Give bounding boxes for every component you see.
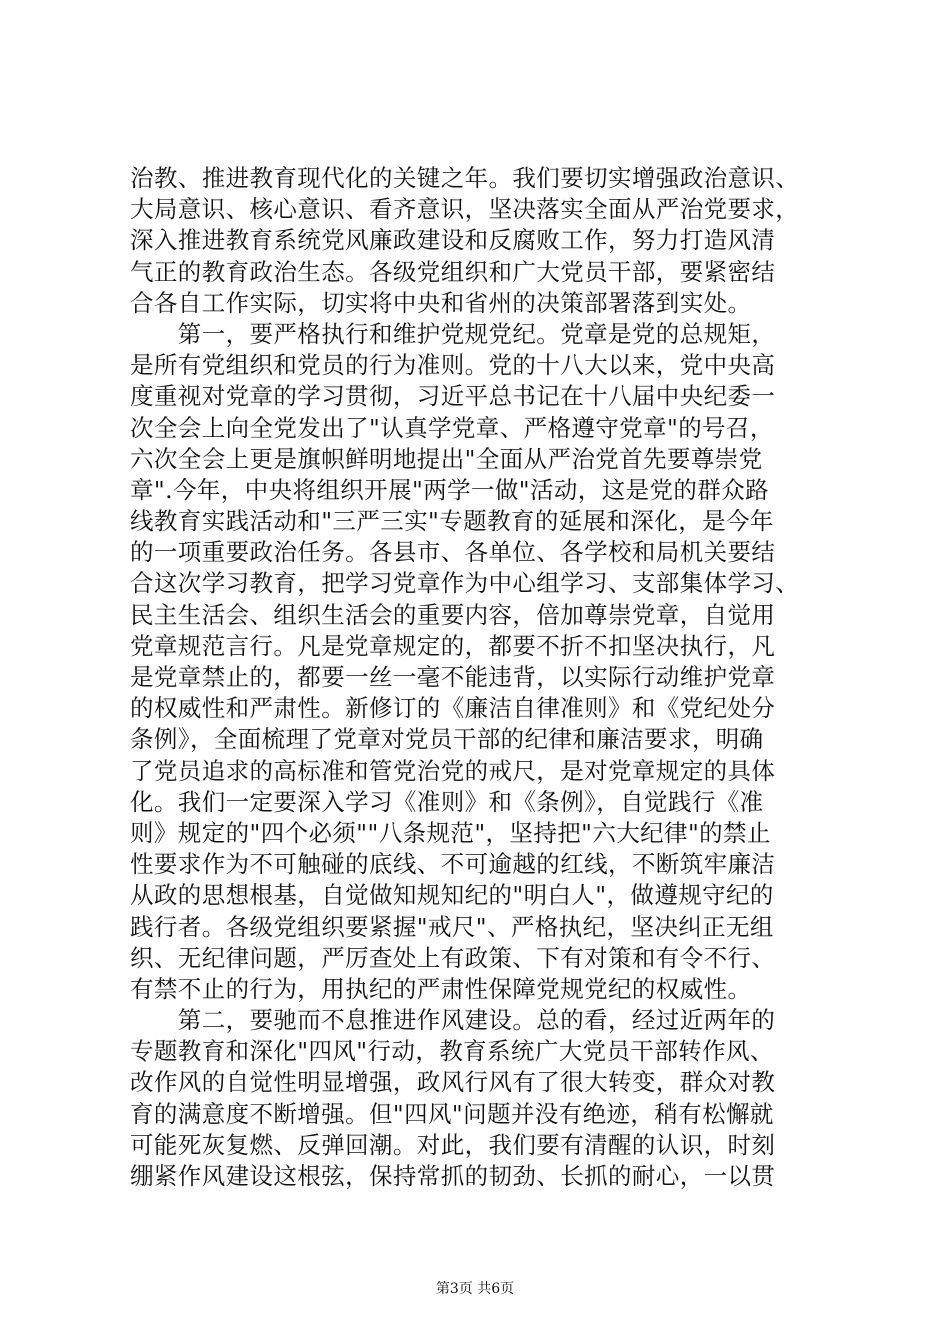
text-line: 践行者。各级党组织要紧握"戒尺"、严格执纪，坚决纠正无组 <box>130 912 774 941</box>
text-line: 是党章禁止的，都要一丝一毫不能违背，以实际行动维护党章 <box>130 663 776 691</box>
text-line: 从政的思想根基，自觉做知规知纪的"明白人"，做遵规守纪的 <box>130 881 774 910</box>
text-line: 的权威性和严肃性。新修订的《廉洁自律准则》和《党纪处分 <box>130 694 776 723</box>
text-line: 六次全会上更是旗帜鲜明地提出"全面从严治党首先要尊崇党 <box>130 444 763 473</box>
text-line: 绷紧作风建设这根弦，保持常抓的韧劲、长抓的耐心，一以贯 <box>130 1162 776 1190</box>
text-line: 深入推进教育系统党风廉政建设和反腐败工作，努力打造风清 <box>130 226 776 255</box>
text-line: 合各自工作实际，切实将中央和省州的决策部署落到实处。 <box>130 288 752 317</box>
text-line: 章".今年，中央将组织开展"两学一做"活动，这是党的群众路 <box>130 475 769 504</box>
text-line: 条例》，全面梳理了党章对党员干部的纪律和廉洁要求，明确 <box>130 725 764 754</box>
text-line: 大局意识、核心意识、看齐意识，坚决落实全面从严治党要求， <box>130 195 800 224</box>
page-footer: 第3页 共6页 <box>435 1281 515 1297</box>
text-line: 是所有党组织和党员的行为准则。党的十八大以来，党中央高 <box>130 351 776 380</box>
text-line: 则》规定的"四个必须""八条规范"，坚持把"六大纪律"的禁止 <box>130 818 771 847</box>
text-line: 了党员追求的高标准和管党治党的戒尺，是对党章规定的具体 <box>130 756 776 785</box>
text-line: 育的满意度不断增强。但"四风"问题并没有绝迹，稍有松懈就 <box>130 1099 774 1128</box>
text-line: 气正的教育政治生态。各级党组织和广大党员干部，要紧密结 <box>130 257 776 286</box>
text-line: 性要求作为不可触碰的底线、不可逾越的红线，不断筑牢廉洁 <box>130 850 776 879</box>
text-line: 合这次学习教育，把学习党章作为中心组学习、支部集体学习、 <box>130 569 800 598</box>
text-line: 的一项重要政治任务。各县市、各单位、各学校和局机关要结 <box>130 538 776 567</box>
text-line: 专题教育和深化"四风"行动，教育系统广大党员干部转作风、 <box>130 1037 774 1066</box>
text-line: 次全会上向全党发出了"认真学党章、严格遵守党章"的号召， <box>130 413 774 442</box>
text-line: 第二，要驰而不息推进作风建设。总的看，经过近两年的 <box>130 1006 776 1035</box>
text-line: 有禁不止的行为，用执纪的严肃性保障党规党纪的权威性。 <box>130 974 752 1003</box>
text-line: 民主生活会、组织生活会的重要内容，倍加尊崇党章，自觉用 <box>130 600 776 629</box>
body-text <box>130 163 830 1192</box>
text-line: 可能死灰复燃、反弹回潮。对此，我们要有清醒的认识，时刻 <box>130 1130 776 1159</box>
text-line: 化。我们一定要深入学习《准则》和《条例》，自觉践行《准 <box>130 787 764 816</box>
text-line: 度重视对党章的学习贯彻，习近平总书记在十八届中央纪委一 <box>130 382 776 411</box>
text-line: 第一，要严格执行和维护党规党纪。党章是党的总规矩， <box>130 319 776 348</box>
text-line: 党章规范言行。凡是党章规定的，都要不折不扣坚决执行，凡 <box>130 631 776 660</box>
text-line: 改作风的自觉性明显增强，政风行风有了很大转变，群众对教 <box>130 1068 776 1097</box>
text-line: 线教育实践活动和"三严三实"专题教育的延展和深化，是今年 <box>130 507 774 536</box>
text-line: 治教、推进教育现代化的关键之年。我们要切实增强政治意识、 <box>130 164 800 192</box>
text-line: 织、无纪律问题，严厉查处上有政策、下有对策和有令不行、 <box>130 943 776 972</box>
